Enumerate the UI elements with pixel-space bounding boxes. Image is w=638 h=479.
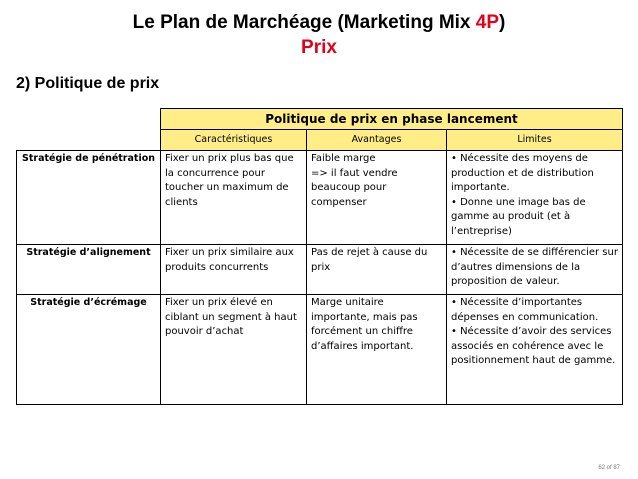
strategy-cell: Stratégie d’écrémage bbox=[17, 295, 161, 405]
page-subtitle: Prix bbox=[301, 37, 337, 58]
page-title bbox=[0, 12, 638, 34]
characteristics-cell: Fixer un prix similaire aux produits concurrents bbox=[161, 245, 307, 295]
column-header-advantages: Avantages bbox=[307, 130, 447, 151]
title-prefix: Le Plan de Marchéage (Marketing Mix bbox=[132, 12, 476, 33]
table-row bbox=[17, 245, 623, 295]
strategy-cell: Stratégie de pénétration bbox=[17, 151, 161, 245]
table-header-empty bbox=[17, 130, 161, 151]
table-banner: Politique de prix en phase lancement bbox=[161, 109, 623, 130]
characteristics-cell: Fixer un prix élevé en ciblant un segment à haut pouvoir d’achat bbox=[161, 295, 307, 405]
column-header-limits: Limites bbox=[447, 130, 623, 151]
table-row bbox=[17, 151, 623, 245]
section-title: 2) Politique de prix bbox=[16, 75, 160, 92]
limits-cell: • Nécessite d’importantes dépenses en communication. • Nécessite d’avoir des services associés en cohérence avec le positionnement haut de gamme. bbox=[447, 295, 623, 405]
table-row bbox=[17, 295, 623, 405]
table-banner-spacer bbox=[17, 109, 161, 130]
limits-cell: • Nécessite de se différencier sur d’autres dimensions de la proposition de valeur. bbox=[447, 245, 623, 295]
table-header-row bbox=[17, 130, 623, 151]
page-number: 62 of 87 bbox=[598, 465, 620, 471]
advantages-cell: Pas de rejet à cause du prix bbox=[307, 245, 447, 295]
advantages-cell: Faible marge => il faut vendre beaucoup pour compenser bbox=[307, 151, 447, 245]
column-header-characteristics: Caractéristiques bbox=[161, 130, 307, 151]
limits-cell: • Nécessite des moyens de production et de distribution importante. • Donne une image bas de gamme au produit (et à l’entreprise) bbox=[447, 151, 623, 245]
pricing-policy-table bbox=[16, 108, 623, 405]
table-banner-row bbox=[17, 109, 623, 130]
title-accent: 4P bbox=[475, 12, 500, 33]
characteristics-cell: Fixer un prix plus bas que la concurrence pour toucher un maximum de clients bbox=[161, 151, 307, 245]
title-suffix: ) bbox=[499, 12, 506, 33]
strategy-cell: Stratégie d’alignement bbox=[17, 245, 161, 295]
advantages-cell: Marge unitaire importante, mais pas forcément un chiffre d’affaires important. bbox=[307, 295, 447, 405]
